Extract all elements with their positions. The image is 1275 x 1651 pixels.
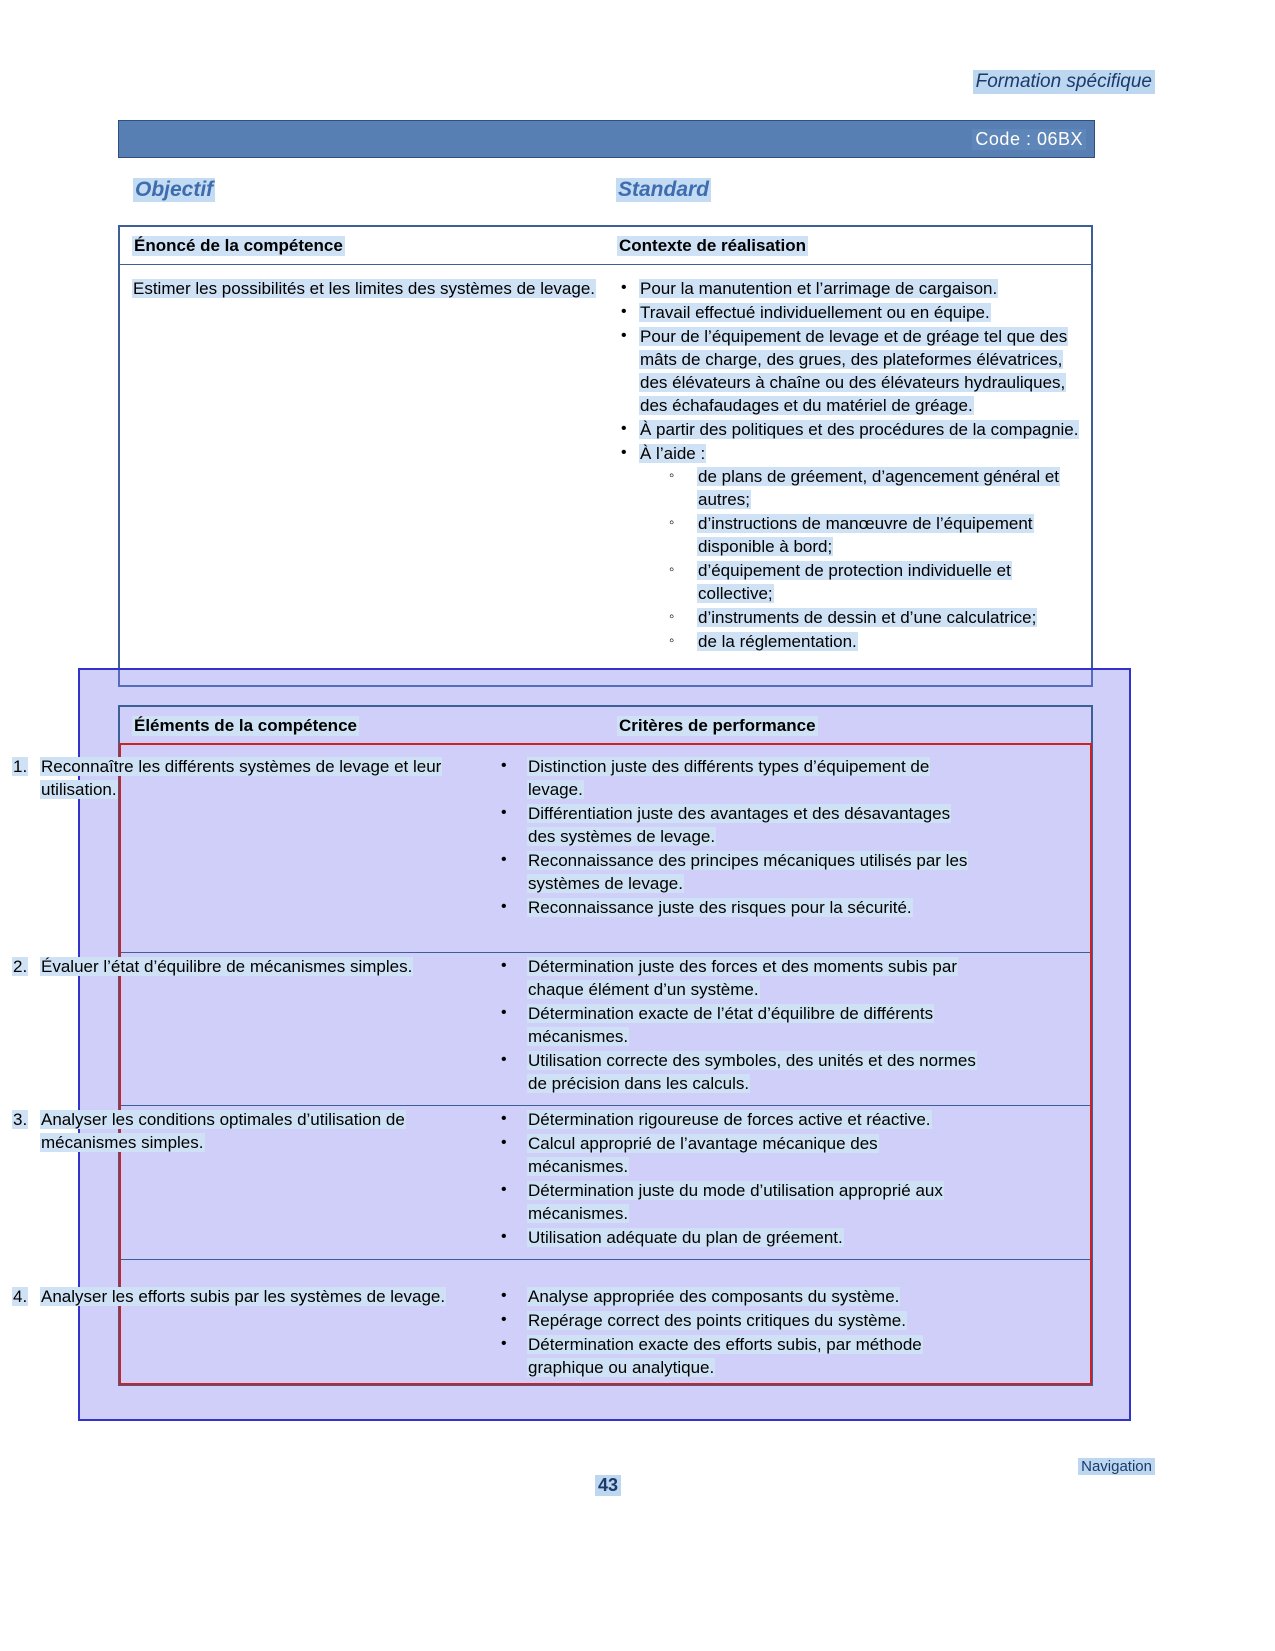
contexte-sub-bullets xyxy=(639,465,1087,653)
criteria-list xyxy=(497,1108,977,1249)
contexte-subitem-text: d’instructions de manœuvre de l’équipement disponible à bord; xyxy=(698,514,1033,556)
bottom-table-header-row xyxy=(120,707,1091,745)
table-row xyxy=(12,1285,482,1308)
contexte-item-text: Pour la manutention et l’arrimage de cargaison. xyxy=(640,279,998,298)
criteria-text: Utilisation adéquate du plan de gréement. xyxy=(528,1228,843,1247)
list-item xyxy=(497,849,977,895)
criteria-text: Reconnaissance des principes mécaniques utilisés par les systèmes de levage. xyxy=(528,851,968,893)
row-number: 2. xyxy=(13,957,28,976)
enonce-text-span: Estimer les possibilités et les limites des systèmes de levage. xyxy=(133,279,596,298)
criteria-text: Détermination exacte des efforts subis, par méthode graphique ou analytique. xyxy=(528,1335,922,1377)
top-table-header-row xyxy=(120,227,1091,265)
list-item xyxy=(497,1309,977,1332)
criteria-text: Analyse appropriée des composants du système. xyxy=(528,1287,900,1306)
list-item xyxy=(617,325,1087,417)
list-item xyxy=(639,630,1087,653)
criteria-text: Détermination rigoureuse de forces active et réactive. xyxy=(528,1110,931,1129)
list-item xyxy=(497,955,977,1001)
element-text: Analyser les efforts subis par les systèmes de levage. xyxy=(41,1287,446,1306)
criteria-list xyxy=(497,1285,977,1379)
list-item xyxy=(497,1002,977,1048)
list-item xyxy=(617,418,1087,441)
table-row xyxy=(12,1108,482,1154)
contexte-bullets xyxy=(617,277,1087,653)
list-item xyxy=(617,442,1087,653)
criteria-text: Détermination exacte de l’état d’équilibre de différents mécanismes. xyxy=(528,1004,934,1046)
list-item xyxy=(497,896,977,919)
criteria-text: Utilisation correcte des symboles, des unités et des normes de précision dans les calculs. xyxy=(528,1051,976,1093)
list-item xyxy=(497,1179,977,1225)
criteria-cell xyxy=(497,955,977,1096)
footer-navigation-label: Navigation xyxy=(1078,1458,1155,1475)
table-row xyxy=(12,755,482,801)
row-number: 4. xyxy=(13,1287,28,1306)
contexte-subitem-text: de la réglementation. xyxy=(698,632,857,651)
criteria-text: Détermination juste des forces et des moments subis par chaque élément d’un système. xyxy=(528,957,957,999)
row-number: 3. xyxy=(13,1110,28,1129)
contexte-item-text: Travail effectué individuellement ou en équipe. xyxy=(640,303,990,322)
page-number: 43 xyxy=(595,1475,621,1496)
header-elements-competence: Éléments de la compétence xyxy=(134,716,357,735)
header-enonce-competence: Énoncé de la compétence xyxy=(134,236,343,255)
contexte-subitem-text: de plans de gréement, d’agencement général et autres; xyxy=(698,467,1060,509)
list-item xyxy=(617,277,1087,300)
element-text: Reconnaître les différents systèmes de levage et leur utilisation. xyxy=(41,757,442,799)
criteria-list xyxy=(497,755,977,919)
row-divider xyxy=(120,1105,1091,1106)
element-text: Analyser les conditions optimales d’utilisation de mécanismes simples. xyxy=(41,1110,405,1152)
standard-label: Standard xyxy=(618,178,710,201)
list-item xyxy=(639,512,1087,558)
list-item xyxy=(617,301,1087,324)
code-label: Code : 06BX xyxy=(972,129,1086,150)
contexte-item-text: À l’aide : xyxy=(640,444,706,463)
contexte-realisation-list xyxy=(617,277,1087,654)
list-item xyxy=(497,1285,977,1308)
criteria-text: Distinction juste des différents types d’équipement de levage. xyxy=(528,757,930,799)
objectif-label: Objectif xyxy=(135,178,214,201)
table-row xyxy=(12,955,482,978)
list-item xyxy=(497,1108,977,1131)
list-item xyxy=(639,606,1087,629)
list-item xyxy=(639,559,1087,605)
row-number: 1. xyxy=(13,757,28,776)
criteria-text: Calcul approprié de l’avantage mécanique des mécanismes. xyxy=(528,1134,878,1176)
header-contexte-realisation: Contexte de réalisation xyxy=(619,236,807,255)
criteria-list xyxy=(497,955,977,1095)
contexte-subitem-text: d’instruments de dessin et d’une calculatrice; xyxy=(698,608,1037,627)
objectif-standard-table xyxy=(118,225,1093,687)
header-formation-label: Formation spécifique xyxy=(973,70,1155,94)
list-item xyxy=(497,755,977,801)
criteria-cell xyxy=(497,1108,977,1250)
row-divider xyxy=(120,952,1091,953)
code-bar xyxy=(118,120,1095,158)
criteria-text: Repérage correct des points critiques du système. xyxy=(528,1311,906,1330)
list-item xyxy=(639,465,1087,511)
list-item xyxy=(497,1049,977,1095)
criteria-cell xyxy=(497,755,977,920)
criteria-text: Détermination juste du mode d’utilisation approprié aux mécanismes. xyxy=(528,1181,943,1223)
list-item xyxy=(497,1333,977,1379)
list-item xyxy=(497,1132,977,1178)
header-criteres-performance: Critères de performance xyxy=(619,716,816,735)
contexte-item-text: Pour de l’équipement de levage et de gréage tel que des mâts de charge, des grues, des plateformes élévatrices, des élévateurs à chaîne ou des élévateurs hydrauliques, des échafaudages et du matériel de gréage. xyxy=(640,327,1068,415)
row-divider xyxy=(120,1259,1091,1260)
element-text: Évaluer l’état d’équilibre de mécanismes simples. xyxy=(41,957,413,976)
enonce-competence-text xyxy=(132,277,597,300)
list-item xyxy=(497,802,977,848)
contexte-subitem-text: d’équipement de protection individuelle et collective; xyxy=(698,561,1011,603)
list-item xyxy=(497,1226,977,1249)
criteria-text: Différentiation juste des avantages et des désavantages des systèmes de levage. xyxy=(528,804,951,846)
criteria-text: Reconnaissance juste des risques pour la sécurité. xyxy=(528,898,912,917)
contexte-item-text: À partir des politiques et des procédures de la compagnie. xyxy=(640,420,1079,439)
criteria-cell xyxy=(497,1285,977,1380)
